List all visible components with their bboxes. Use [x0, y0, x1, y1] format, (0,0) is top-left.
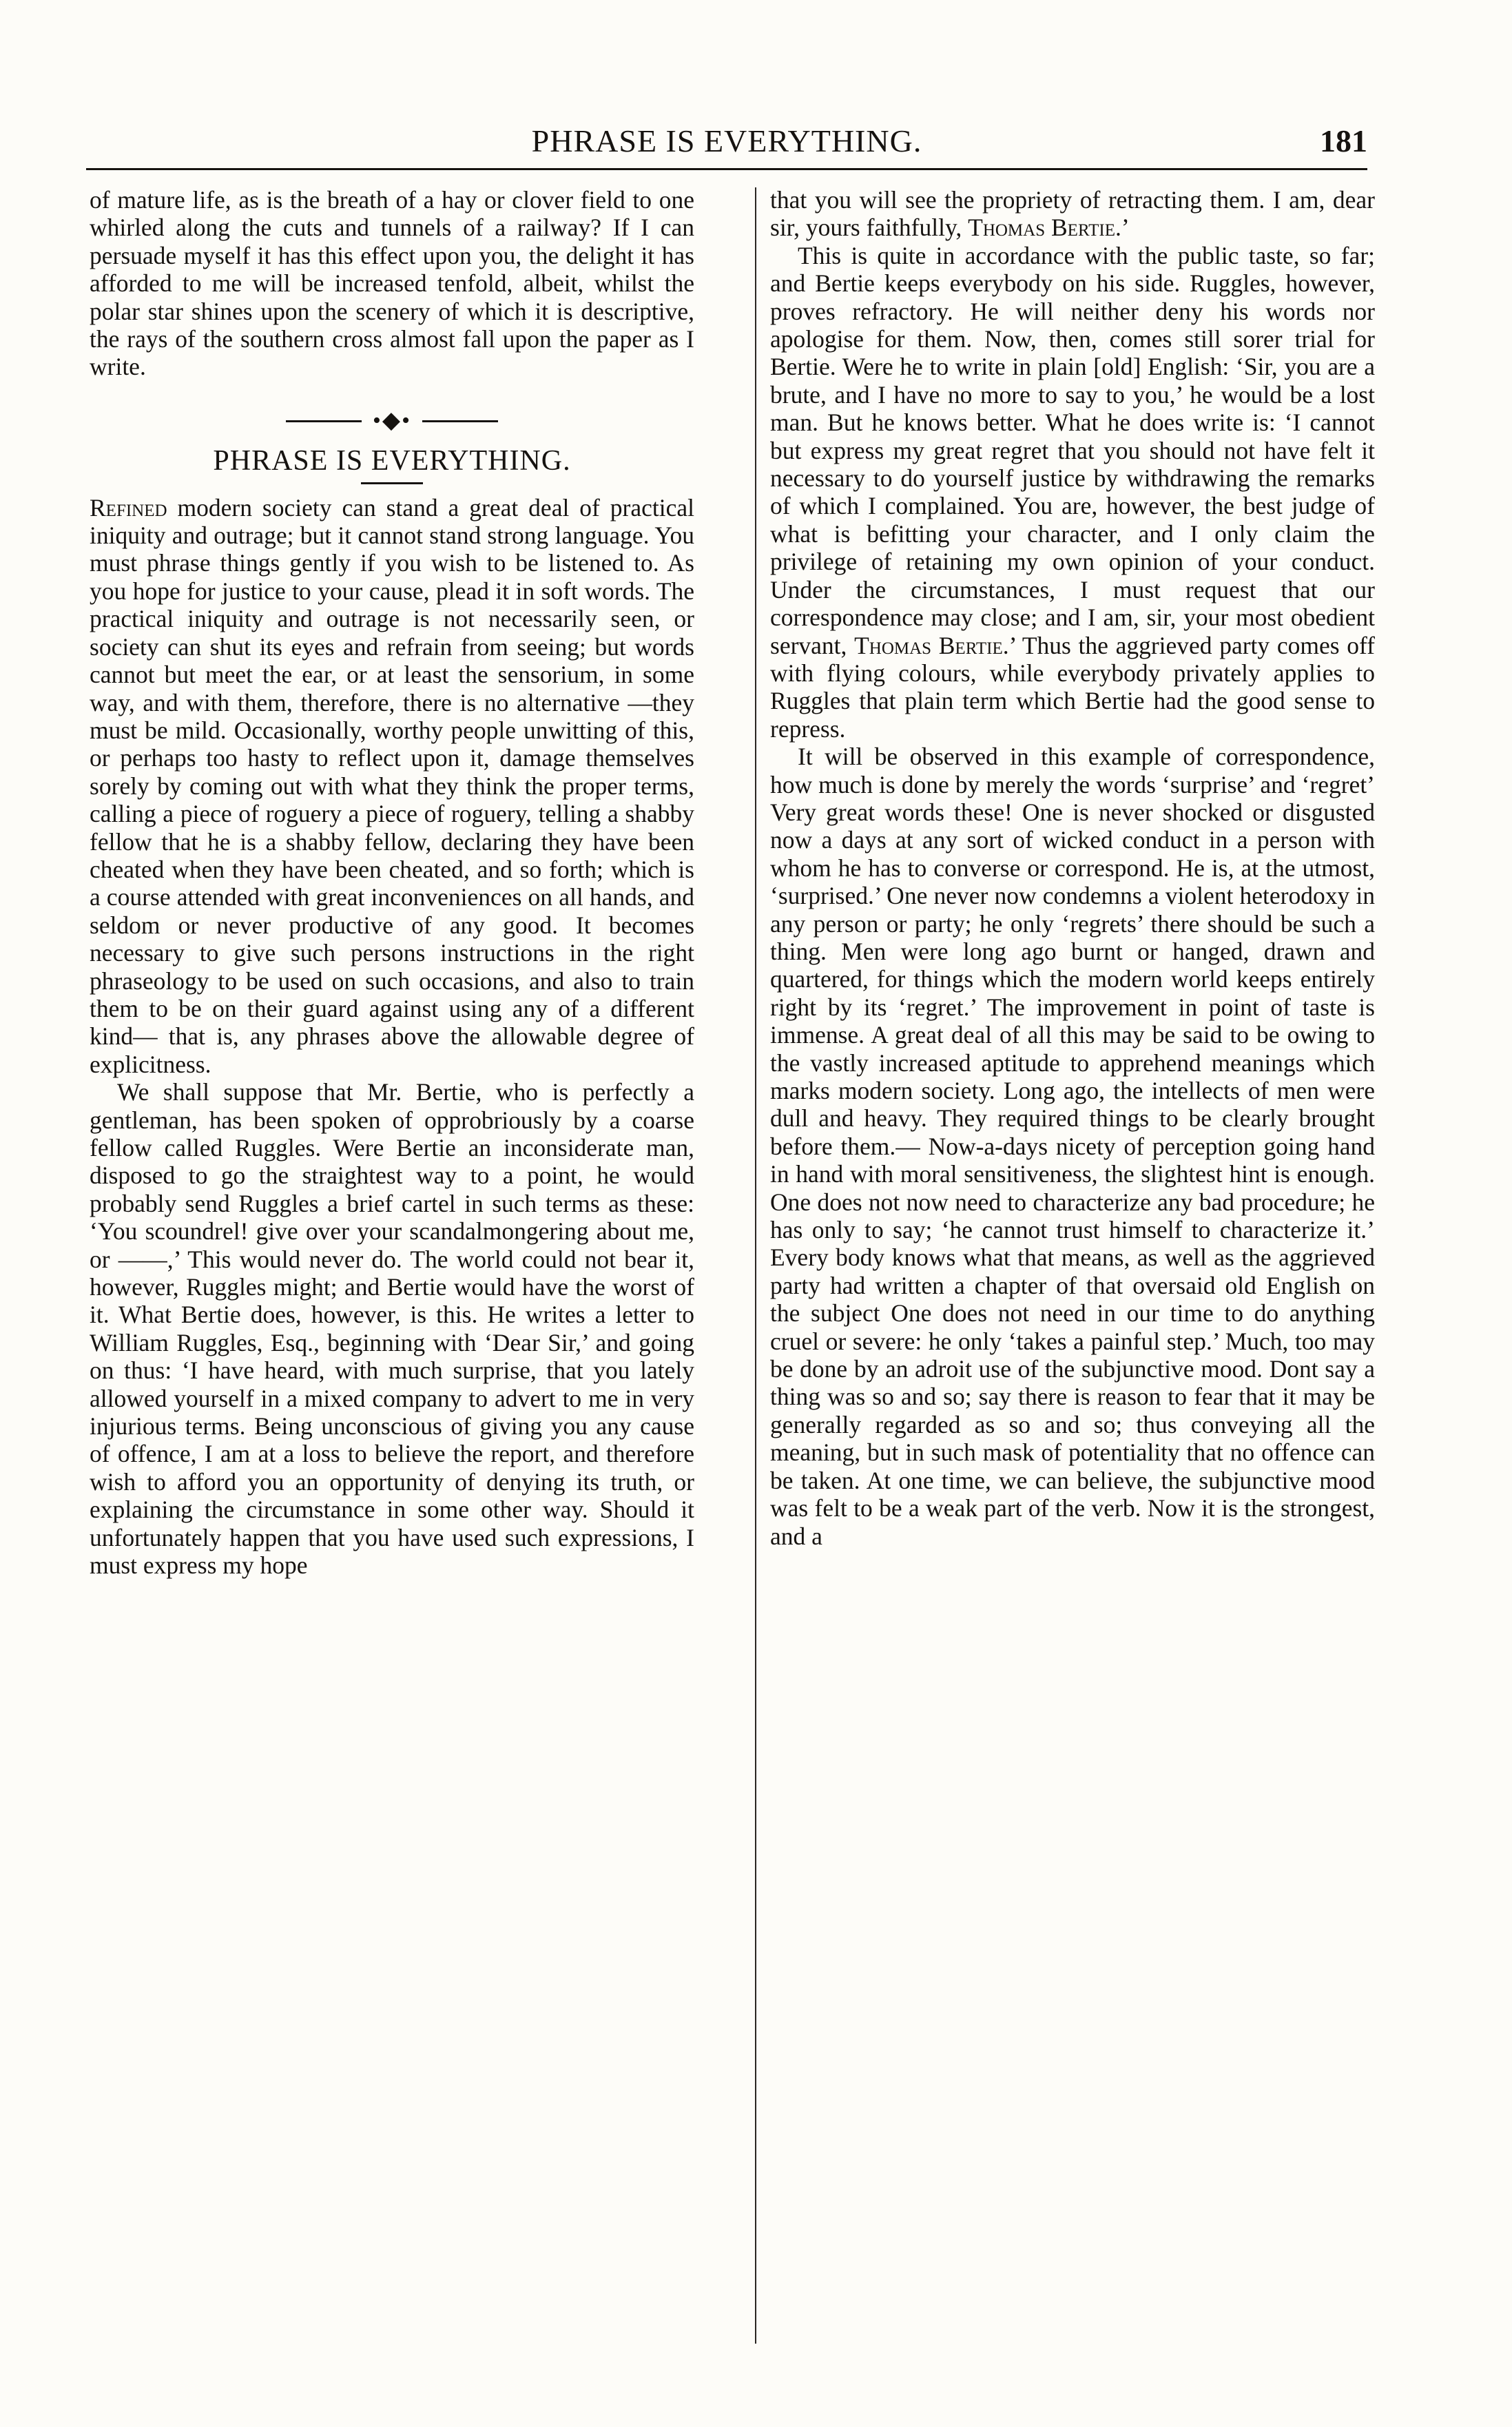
column-divider	[755, 187, 756, 2344]
paragraph-letter-end	[770, 186, 1375, 242]
refractory-text: This is quite in accordance with the public taste, so far; and Bertie keeps everybody on his side. Ruggles, however, proves refractory. He will neither deny his words nor apologise for them. Now, then, comes still sorer trial for Bertie. Were he to write in plain [old] English: ‘Sir, you are a brute, and I have no more to say to you,’ he would be a lost man. But he knows better. What he does write is: ‘I cannot but express my great regret that you should not have felt it necessary to do yourself justice by withdrawing the remarks of which I complained. You are, however, the best judge of what is befitting your character, and I only claim the privilege of retaining my own opinion of your conduct. Under the circumstances, I must request that our correspondence may close; and I am, sir, your most obedient servant,	[770, 241, 1375, 659]
left-column	[90, 186, 694, 1580]
section-ornament	[90, 406, 694, 435]
running-title: PHRASE IS EVERYTHING.	[531, 123, 922, 158]
paragraph-intro-text: modern society can stand a great deal of practical iniquity and outrage; but it cannot stand strong language. You must phrase things gently if you wish to be listened to. As you hope for justice to your cause, plead it in soft words. The practical iniquity and outrage is not necessarily seen, or society can shut its eyes and refrain from seeing; but words cannot but meet the ear, or at least the sensorium, in some way, and with them, therefore, there is no alternative —they must be mild. Occasionally, worthy people unwitting of this, or perhaps too hasty to reflect upon it, damage themselves sorely by coming out with what they think the proper terms, calling a piece of roguery a piece of roguery, telling a shabby fellow that he is a shabby fellow, declaring they have been cheated when they have been cheated, and so forth; which is a course attended with great inconveniences on all hands, and seldom or never productive of any good. It becomes necessary to give such persons instructions in the right phraseology to be used on such occasions, and also to train them to be on their guard against using any of a different kind— that is, any phrases above the allowable degree of explicitness.	[90, 493, 694, 1078]
header-rule	[86, 168, 1367, 170]
paragraph-intro	[90, 494, 694, 1079]
signature: Thomas Bertie.	[968, 214, 1121, 242]
ornament-glyphs: •◆•	[373, 407, 411, 433]
running-head	[86, 116, 1367, 165]
paragraph-continued: of mature life, as is the breath of a hay or clover field to one whirled along the cuts and tunnels of a railway? If I can persuade myself it has this effect upon you, the delight it has afforded to me will be increased tenfold, albeit, whilst the polar star shines upon the scenery of which it is descriptive, the rays of the southern cross almost fall upon the paper as I write.	[90, 186, 694, 381]
section-title: PHRASE IS EVERYTHING.	[213, 445, 571, 477]
drop-lead-word: Refined	[90, 493, 167, 521]
page-number: 181	[1320, 123, 1367, 158]
ornament-rule-left	[286, 420, 362, 422]
letter-end-text: that you will see the propriety of retracting them. I am, dear sir, yours faithfully,	[770, 186, 1375, 242]
section-title-rule	[361, 482, 423, 484]
right-column	[770, 186, 1375, 1550]
paragraph-bertie: We shall suppose that Mr. Bertie, who is perfectly a gentleman, has been spoken of opprobriously by a coarse fellow called Ruggles. Were Bertie an inconsiderate man, disposed to go the straightest way to a point, he would probably send Ruggles a brief cartel in such terms as these: ‘You scoundrel! give over your scandalmongering about me, or ——,’ This would never do. The world could not bear it, however, Ruggles might; and Bertie would have the worst of it. What Bertie does, however, is this. He writes a letter to William Ruggles, Esq., beginning with ‘Dear Sir,’ and going on thus: ‘I have heard, with much surprise, that you lately allowed yourself in a mixed company to advert to me in very injurious terms. Being unconscious of giving you any cause of offence, I am at a loss to believe the report, and therefore wish to afford you an opportunity of denying its truth, or explaining the circumstance in some other way. Should it unfortunately happen that you have used such expressions, I must express my hope	[90, 1078, 694, 1580]
paragraph-refractory	[770, 242, 1375, 743]
paragraph-observation: It will be observed in this example of correspondence, how much is done by merely the words ‘surprise’ and ‘regret’ Very great words these! One is never shocked or disgusted now a days at any sort of wicked conduct in a person with whom he has to converse or correspond. He is, at the utmost, ‘surprised.’ One never now condemns a violent heterodoxy in any person or party; he only ‘regrets’ there should be such a thing. Men were long ago burnt or hanged, drawn and quartered, for things which the modern world keeps entirely right by its ‘regret.’ The improvement in point of taste is immense. A great deal of all this may be said to be owing to the vastly increased aptitude to apprehend meanings which marks modern society. Long ago, the intellects of men were dull and heavy. They required things to be clearly brought before them.— Now-a-days nicety of perception going hand in hand with moral sensitiveness, the slightest hint is enough. One does not now need to characterize any bad procedure; he has only to say; ‘he cannot trust himself to characterize it.’ Every body knows what that means, as well as the aggrieved party had written a chapter of that oversaid old English on the subject One does not need in our time to do anything cruel or severe: he only ‘takes a painful step.’ Much, too may be done by an adroit use of the subjunctive mood. Dont say a thing was so and so; say there is reason to fear that it may be generally regarded as so and so; thus conveying all the meaning, but in such mask of potentiality that no offence can be taken. At one time, we can believe, the subjunctive mood was felt to be a weak part of the verb. Now it is the strongest, and a	[770, 743, 1375, 1550]
refractory-text-end: ’ Thus the aggrieved party comes off with flying colours, while everybody privately applies to Ruggles that plain term which Bertie had the good sense to repress.	[770, 631, 1375, 743]
signature: Thomas Bertie.	[854, 631, 1009, 659]
ornament-rule-right	[422, 420, 498, 422]
letter-end-quote: ’	[1121, 214, 1130, 242]
